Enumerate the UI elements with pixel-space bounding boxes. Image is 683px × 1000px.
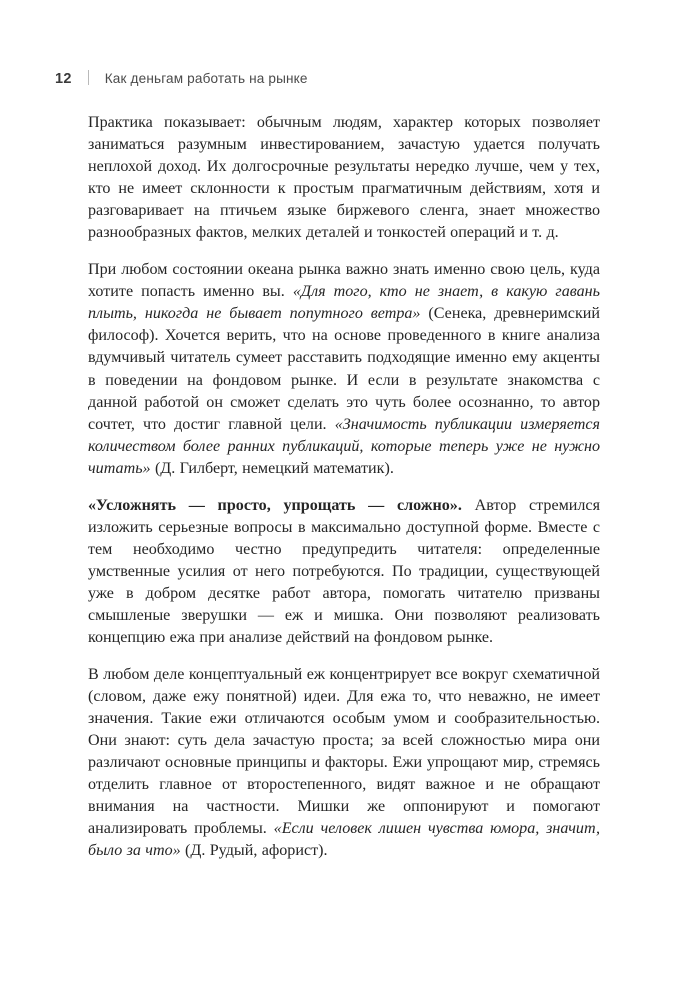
body-text-block	[88, 112, 600, 863]
quote-italic: «Значимость публикации измеряется количеством более ранних публикаций, которые теперь уже не нужно читать»	[88, 415, 600, 477]
text-run: (Д. Гилберт, немецкий математик).	[150, 459, 394, 477]
text-run: В любом деле концептуальный еж концентрирует все вокруг схематичной (словом, даже ежу понятной) идеи. Для ежа то, что неважно, не имеет значения. Такие ежи отличаются особым умом и сообразительностью. Они знают: суть дела зачастую проста; за всей сложностью мира они различают основные принципы и факторы. Ежи упрощают мир, стремясь отделить главное от второстепенного, видят важное и не обращают внимания на частности. Мишки же оппонируют и помогают анализировать проблемы.	[88, 666, 600, 838]
text-run: (Сенека, древнеримский философ). Хочется верить, что на основе проведенного в книге анализа вдумчивый читатель сумеет расставить подходящие именно ему акценты в поведении на фондовом рынке. И если в результате знакомства с данной работой он сможет сделать это чуть более осознанно, то автор сочтет, что достиг главной цели.	[88, 305, 600, 433]
paragraph-4	[88, 664, 600, 862]
text-run: Практика показывает: обычным людям, характер которых позволяет заниматься разумным инвестированием, зачастую удается получать неплохой доход. Их долгосрочные результаты нередко лучше, чем у тех, кто не имеет склонности к простым прагматичным действиям, хотя и разговаривает на птичьем языке биржевого сленга, знает множество разнообразных фактов, мелких деталей и тонкостей операций и т. д.	[88, 114, 600, 242]
quote-italic: «Для того, кто не знает, в какую гавань плыть, никогда не бывает попутного ветра»	[88, 283, 600, 323]
running-title: Как деньгам работать на рынке	[104, 71, 308, 86]
header-separator-rule	[88, 70, 89, 85]
running-header	[55, 68, 308, 90]
paragraph-3	[88, 495, 600, 649]
quote-italic: «Если человек лишен чувства юмора, значит, было за что»	[88, 820, 600, 860]
text-run: При любом состоянии океана рынка важно знать именно свою цель, куда хотите попасть именно вы.	[88, 261, 600, 301]
text-run: (Д. Рудый, афорист).	[180, 842, 328, 860]
text-run: Автор стремился изложить серьезные вопросы в максимально доступной форме. Вместе с тем необходимо честно предупредить читателя: определенные умственные усилия от него потребуются. По традиции, существующей уже в добром десятке работ автора, помогать читателю призваны смышленые зверушки — еж и мишка. Они позволяют реализовать концепцию ежа при анализе действий на фондовом рынке.	[88, 496, 600, 647]
page-number: 12	[55, 71, 72, 87]
paragraph-1	[88, 112, 600, 244]
paragraph-2	[88, 259, 600, 479]
lead-in-bold: «Усложнять — просто, упрощать — сложно».	[88, 496, 462, 514]
